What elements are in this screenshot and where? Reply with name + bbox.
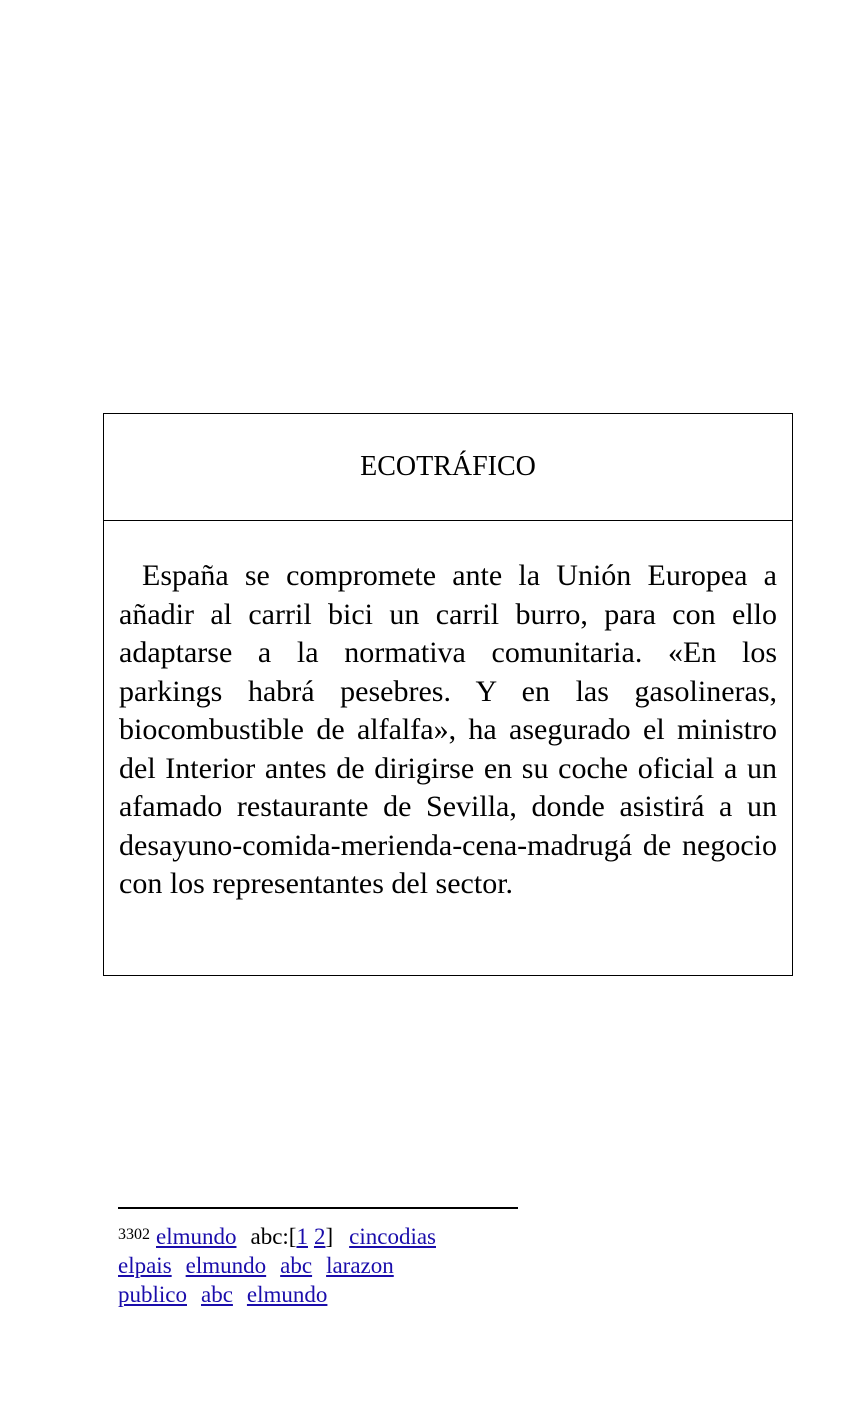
footnote-line-1 [118, 1222, 450, 1251]
footnote-link-publico[interactable]: publico [118, 1282, 187, 1307]
footnote-line-3 [118, 1280, 450, 1309]
article-body [104, 521, 792, 904]
footnote-divider [118, 1207, 518, 1209]
article-box [103, 413, 793, 976]
footnote-link-abc-1[interactable]: 1 [296, 1224, 308, 1249]
footnote-link-elmundo-3[interactable]: elmundo [246, 1282, 328, 1307]
article-header [104, 414, 792, 521]
footnote-link-abc-2[interactable]: 2 [313, 1224, 326, 1249]
footnote-number: 3302 [118, 1226, 150, 1243]
footnote-link-elmundo[interactable]: elmundo [156, 1224, 237, 1249]
footnote-link-elpais[interactable]: elpais [118, 1253, 172, 1278]
footnote-abc-suffix: ] [325, 1224, 334, 1249]
footnote-link-larazon[interactable]: larazon [326, 1253, 394, 1278]
footnote-line-2 [118, 1251, 450, 1280]
footnote-link-abc-3[interactable]: abc [280, 1253, 313, 1278]
article-title: ECOTRÁFICO [360, 451, 536, 482]
article-text: España se compromete ante la Unión Europea a añadir al carril bici un carril burro, para con ello adaptarse a la normativa comunitaria. «En los parkings habrá pesebres. Y en las gasolineras, biocombustible de alfalfa», ha asegurado el ministro del Interior antes de dirigirse en su coche oficial a un afamado restaurante de Sevilla, donde asistirá a un desayuno-comida-merienda-cena-madrugá de negocio con los representantes del sector. [119, 559, 777, 900]
footnote-link-abc-4[interactable]: abc [201, 1282, 233, 1307]
footnote-link-elmundo-2[interactable]: elmundo [185, 1253, 267, 1278]
footnote-link-cincodias[interactable]: cincodias [349, 1224, 436, 1249]
footnote [118, 1222, 450, 1309]
footnote-abc-prefix: abc:[ [250, 1224, 297, 1249]
